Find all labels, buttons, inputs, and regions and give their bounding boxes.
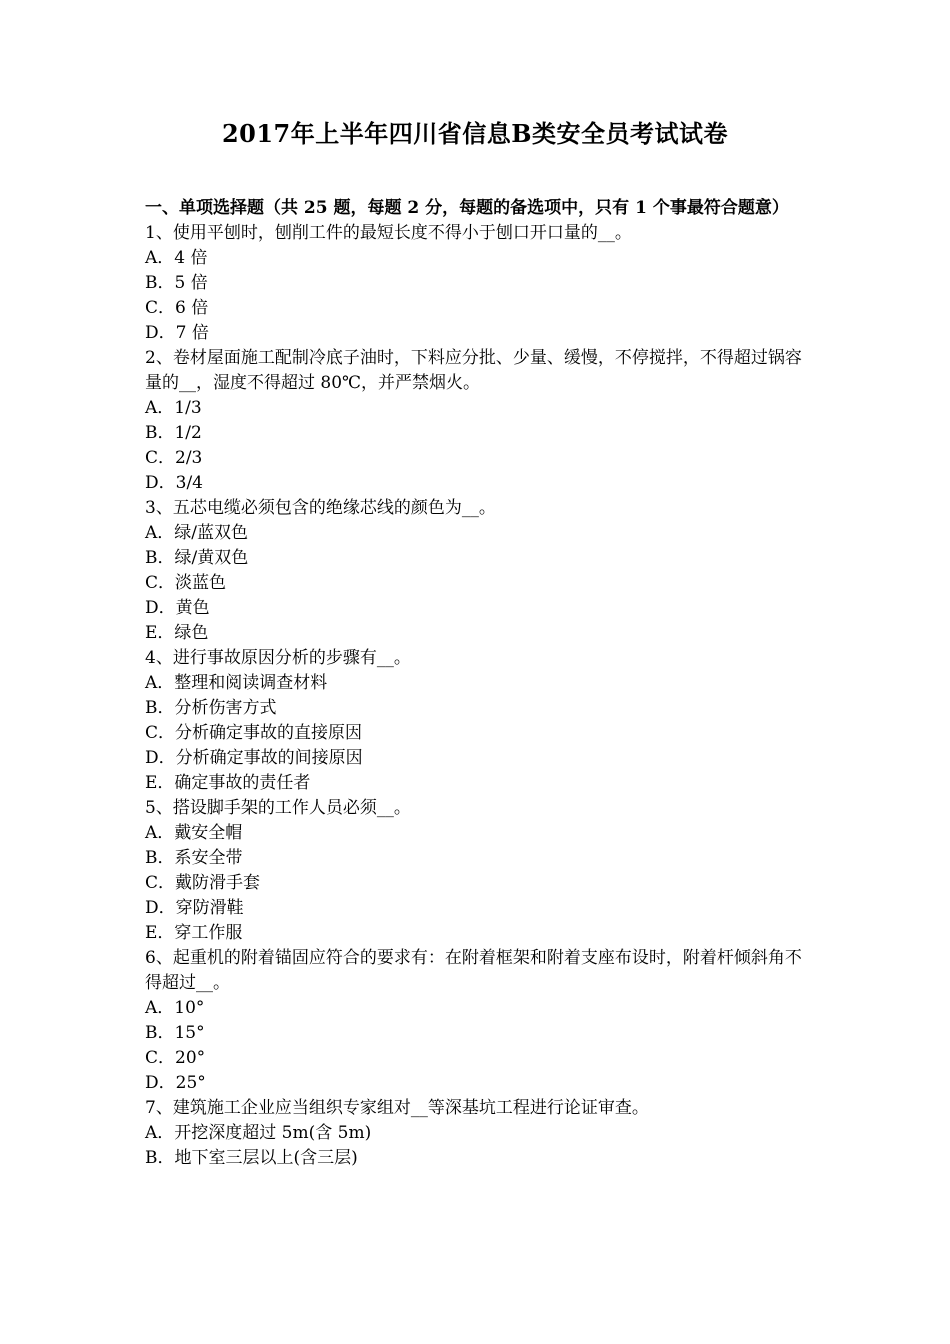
question-text: 7、建筑施工企业应当组织专家组对__等深基坑工程进行论证审查。 xyxy=(145,1098,649,1118)
question-2 xyxy=(145,346,808,496)
question-text: 5、搭设脚手架的工作人员必须__。 xyxy=(145,798,411,818)
option-a: A．10° xyxy=(145,998,205,1018)
option-d: D．3/4 xyxy=(145,473,203,493)
option-a: A．整理和阅读调查材料 xyxy=(145,673,328,693)
question-7 xyxy=(145,1096,808,1171)
option-b: B．5 倍 xyxy=(145,273,208,293)
option-b: B．15° xyxy=(145,1023,205,1043)
question-1 xyxy=(145,221,808,346)
option-c: C．淡蓝色 xyxy=(145,573,227,593)
option-d: D．7 倍 xyxy=(145,323,209,343)
option-a: A．绿/蓝双色 xyxy=(145,523,249,543)
question-4 xyxy=(145,646,808,796)
option-c: C．20° xyxy=(145,1048,206,1068)
question-text: 1、使用平刨时，刨削工件的最短长度不得小于刨口开口量的__。 xyxy=(145,223,632,243)
option-b: B．1/2 xyxy=(145,423,202,443)
section-heading: 一、单项选择题（共 25 题，每题 2 分，每题的备选项中，只有 1 个事最符合题意） xyxy=(145,198,789,218)
option-b: B．分析伤害方式 xyxy=(145,698,277,718)
option-d: D．黄色 xyxy=(145,598,210,618)
option-c: C．2/3 xyxy=(145,448,203,468)
option-e: E．绿色 xyxy=(145,623,209,643)
option-e: E．穿工作服 xyxy=(145,923,243,943)
exam-content xyxy=(145,196,808,1171)
question-text: 2、卷材屋面施工配制冷底子油时，下料应分批、少量、缓慢，不停搅拌，不得超过锅容量的__，湿度不得超过 80℃，并严禁烟火。 xyxy=(145,348,802,393)
option-c: C．分析确定事故的直接原因 xyxy=(145,723,363,743)
question-text: 3、五芯电缆必须包含的绝缘芯线的颜色为__。 xyxy=(145,498,496,518)
option-b: B．系安全带 xyxy=(145,848,243,868)
question-text: 6、起重机的附着锚固应符合的要求有：在附着框架和附着支座布设时，附着杆倾斜角不得超过__。 xyxy=(145,948,802,993)
question-6 xyxy=(145,946,808,1096)
option-c: C．戴防滑手套 xyxy=(145,873,261,893)
question-text: 4、进行事故原因分析的步骤有__。 xyxy=(145,648,411,668)
option-a: A．4 倍 xyxy=(145,248,208,268)
option-b: B．绿/黄双色 xyxy=(145,548,249,568)
option-c: C．6 倍 xyxy=(145,298,209,318)
option-d: D．分析确定事故的间接原因 xyxy=(145,748,363,768)
option-d: D．穿防滑鞋 xyxy=(145,898,244,918)
option-b: B．地下室三层以上(含三层) xyxy=(145,1148,358,1168)
question-3 xyxy=(145,496,808,646)
option-a: A．开挖深度超过 5m(含 5m) xyxy=(145,1123,372,1143)
option-d: D．25° xyxy=(145,1073,206,1093)
option-a: A．1/3 xyxy=(145,398,202,418)
option-e: E．确定事故的责任者 xyxy=(145,773,311,793)
page-title: 2017年上半年四川省信息B类安全员考试试卷 xyxy=(221,119,729,148)
option-a: A．戴安全帽 xyxy=(145,823,243,843)
question-5 xyxy=(145,796,808,946)
